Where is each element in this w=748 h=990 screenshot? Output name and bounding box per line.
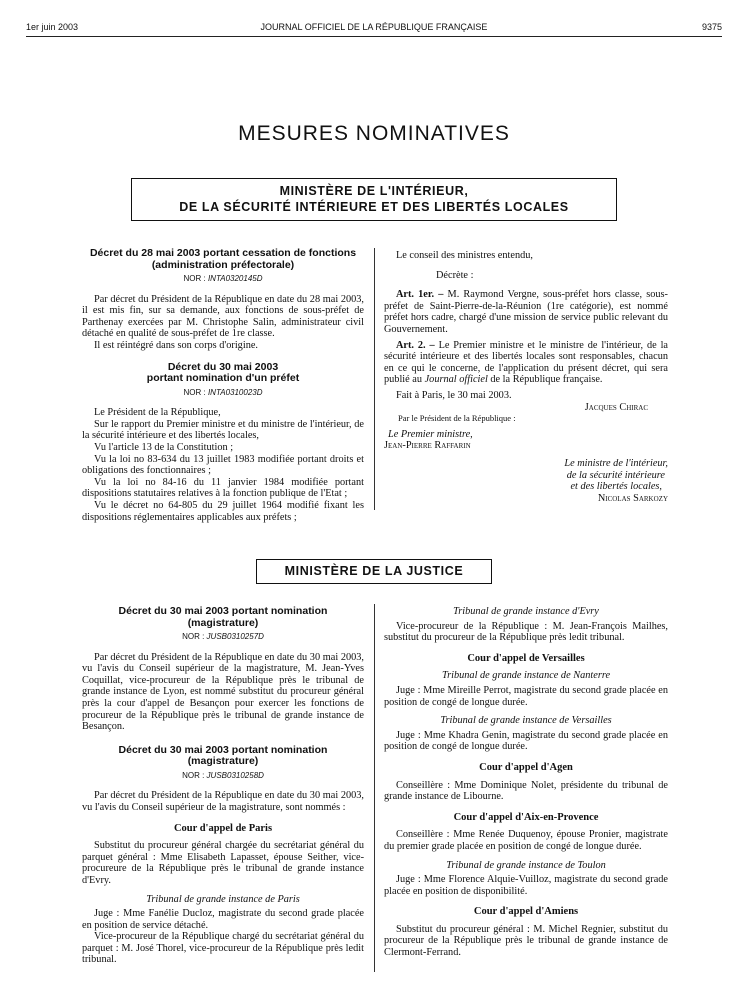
decree3-title-line2: (magistrature) bbox=[187, 616, 259, 629]
decree1-nor: NOR : INTA0320145D bbox=[183, 274, 263, 283]
minister-title-line2: de la sécurité intérieure bbox=[566, 469, 665, 481]
tribunal-heading-toulon: Tribunal de grande instance de Toulon bbox=[446, 859, 606, 871]
tribunal-heading-paris: Tribunal de grande instance de Paris bbox=[146, 893, 300, 905]
decree2-council: Le conseil des ministres entendu, bbox=[396, 250, 533, 261]
column-divider-bottom bbox=[374, 604, 375, 972]
decree4-paragraph: Juge : Mme Khadra Genin, magistrate du second grade placée en position de congé de longue durée. bbox=[384, 729, 668, 753]
decree2-visa: Vu la loi no 84-16 du 11 janvier 1984 modifiée portant dispositions statutaires relatives à la fonction publique de l'Etat ; bbox=[82, 476, 364, 500]
decree2-visa: Vu le décret no 64-805 du 29 juillet 1964 modifié fixant les dispositions réglementaires applicables aux préfets ; bbox=[82, 499, 364, 523]
decree2-nor: NOR : INTA0310023D bbox=[183, 387, 263, 397]
header-journal-title: JOURNAL OFFICIEL DE LA RÉPUBLIQUE FRANÇAISE bbox=[260, 22, 488, 32]
decree2-fait: Fait à Paris, le 30 mai 2003. bbox=[396, 389, 512, 401]
minister-signature: Nicolas Sarkozy bbox=[597, 492, 668, 504]
header-date: 1er juin 2003 bbox=[26, 22, 79, 32]
decree2-visa: Le Président de la République, bbox=[94, 407, 221, 419]
decree4-paragraph: Conseillère : Mme Dominique Nolet, présidente du tribunal de grande instance de Libourne. bbox=[384, 779, 668, 803]
decree1-paragraph-2: Il est réintégré dans son corps d'origine. bbox=[94, 339, 258, 351]
decree4-nor: NOR : JUSB0310258D bbox=[182, 770, 264, 780]
decree4-paragraph: Substitut du procureur général : M. Michel Regnier, substitut du procureur de la République près le tribunal de grande instance de Clermont-Ferrand. bbox=[384, 923, 668, 959]
minister-title-line1: Le ministre de l'intérieur, bbox=[564, 457, 668, 469]
decree2-visa: Vu l'article 13 de la Constitution ; bbox=[94, 441, 234, 453]
decree4-paragraph: Juge : Mme Fanélie Ducloz, magistrate du second grade placée en position de service détaché. bbox=[82, 908, 364, 931]
justice-right-column bbox=[384, 606, 668, 959]
cour-heading-paris: Cour d'appel de Paris bbox=[173, 822, 273, 834]
header-page-number: 9375 bbox=[701, 22, 722, 32]
tribunal-heading-versailles: Tribunal de grande instance de Versailles bbox=[440, 715, 612, 727]
decree4-title-line1: Décret du 30 mai 2003 portant nomination bbox=[118, 743, 328, 756]
decree3-title-line1: Décret du 30 mai 2003 portant nomination bbox=[118, 605, 328, 617]
tribunal-heading-evry: Tribunal de grande instance d'Evry bbox=[453, 606, 599, 617]
interior-right-column bbox=[384, 250, 668, 504]
column-divider-top bbox=[374, 248, 375, 510]
decree4-title-line2: (magistrature) bbox=[187, 755, 259, 768]
decree4-paragraph: Juge : Mme Mireille Perrot, magistrate du second grade placée en position de congé de longue durée. bbox=[384, 684, 668, 708]
justice-left-column bbox=[82, 606, 364, 966]
ministry-justice-box bbox=[256, 559, 492, 584]
ministry-justice-title: MINISTÈRE DE LA JUSTICE bbox=[284, 564, 464, 578]
cour-heading-amiens: Cour d'appel d'Amiens bbox=[473, 906, 579, 918]
ministry-interior-box bbox=[131, 178, 617, 221]
tribunal-heading-nanterre: Tribunal de grande instance de Nanterre bbox=[441, 670, 611, 682]
decree4-paragraph: Conseillère : Mme Renée Duquenoy, épouse Pronier, magistrate du premier grade placée en position de congé de longue durée. bbox=[384, 829, 668, 852]
decree2-decrete: Décrète : bbox=[436, 269, 474, 281]
decree3-paragraph: Par décret du Président de la République en date du 30 mai 2003, vu l'avis du Conseil supérieur de la magistrature, M. Jean-Yves Coquillat, vice-procureur de la République près le tribunal de grande instance de Lyon, est nommé substitut du procureur général près la cour d'appel de Besançon pour exercer les fonctions de procureur de la République près le tribunal de grande instance de Besançon. bbox=[82, 651, 364, 733]
par-le-president: Par le Président de la République : bbox=[398, 413, 516, 424]
decree4-paragraph: Juge : Mme Florence Alquie-Vuilloz, magistrate du second grade placée en position de disponibilité. bbox=[384, 874, 668, 897]
interior-left-column bbox=[82, 248, 364, 523]
cour-heading-agen: Cour d'appel d'Agen bbox=[479, 761, 573, 773]
decree2-article1: Art. 1er. – M. Raymond Vergne, sous-préfet hors classe, sous-préfet de Saint-Pierre-de-la-Réunion (1re catégorie), est nommé préfet hors cadre, chargé d'une mission de service public relevant du Gouvernement. bbox=[384, 289, 668, 335]
decree2-title-line1: Décret du 30 mai 2003 bbox=[167, 360, 279, 373]
decree1-title: Décret du 28 mai 2003 portant cessation de fonctions (administration préfectorale) bbox=[89, 247, 357, 271]
decree4-paragraph: Vice-procureur de la République chargé du secrétariat général du parquet : M. José Thorel, vice-procureur de la République près ledit tribunal. bbox=[82, 931, 364, 966]
decree2-article2: Art. 2. – Le Premier ministre et le ministre de l'intérieur, de la sécurité intérieure et des libertés locales sont responsables, chacun en ce qui le concerne, de l'application du présent décret, qui sera publié au Journal officiel de la République française. bbox=[384, 339, 669, 386]
decree2-title-line2: portant nomination d'un préfet bbox=[146, 372, 300, 385]
pm-title: Le Premier ministre, bbox=[388, 428, 473, 440]
minister-title-line3: et des libertés locales, bbox=[570, 481, 662, 493]
decree4-paragraph: Vice-procureur de la République : M. Jean-François Mailhes, substitut du procureur de la République près ledit tribunal. bbox=[384, 620, 668, 644]
page-header bbox=[26, 22, 722, 36]
ministry-interior-line1: MINISTÈRE DE L'INTÉRIEUR, bbox=[279, 184, 469, 198]
decree2-visa: Sur le rapport du Premier ministre et du ministre de l'intérieur, de la sécurité intérieure et des libertés locales, bbox=[82, 418, 364, 442]
cour-heading-versailles: Cour d'appel de Versailles bbox=[467, 652, 585, 664]
decree1-paragraph: Par décret du Président de la République en date du 28 mai 2003, il est mis fin, sur sa demande, aux fonctions de sous-préfet de Parthenay exercées par M. Christophe Salin, administrateur civil détaché en qualité de sous-préfet de 1re classe. bbox=[82, 293, 364, 340]
page-title: MESURES NOMINATIVES bbox=[238, 122, 510, 145]
cour-heading-aix: Cour d'appel d'Aix-en-Provence bbox=[453, 811, 599, 823]
decree3-nor: NOR : JUSB0310257D bbox=[182, 632, 264, 641]
decree4-paragraph: Substitut du procureur général chargée du secrétariat général du parquet général : Mme Elisabeth Lapasset, épouse Seither, vice-procureure de la République près le tribunal de grande instance d'Evry. bbox=[82, 840, 364, 886]
signature-president: Jacques Chirac bbox=[584, 401, 648, 413]
ministry-interior-line2: DE LA SÉCURITÉ INTÉRIEURE ET DES LIBERTÉS LOCALES bbox=[179, 200, 569, 214]
decree4-intro: Par décret du Président de la République en date du 30 mai 2003, vu l'avis du Conseil supérieur de la magistrature, sont nommés : bbox=[82, 790, 364, 813]
decree2-visa: Vu la loi no 83-634 du 13 juillet 1983 modifiée portant droits et obligations des fonctionnaires ; bbox=[82, 453, 364, 477]
header-rule bbox=[26, 36, 722, 37]
pm-signature: Jean-Pierre Raffarin bbox=[384, 440, 471, 452]
